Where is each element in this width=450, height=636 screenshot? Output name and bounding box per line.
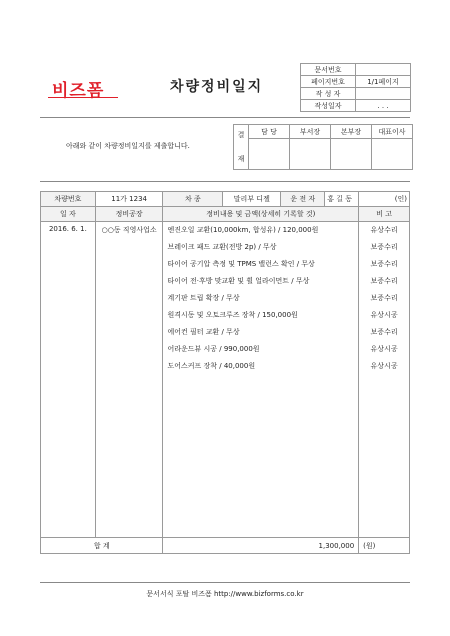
record-content-cell <box>163 222 359 538</box>
seal-mark: (인) <box>359 192 410 207</box>
meta-row <box>301 76 411 88</box>
driver-label: 운 전 자 <box>281 192 325 207</box>
meta-label: 페이지번호 <box>301 76 356 88</box>
logo-underline <box>48 97 118 98</box>
col-content: 정비내용 및 금액(상세히 기록할 것) <box>163 207 359 222</box>
list-item: 타이어 공기압 측정 및 TPMS 밸런스 확인 / 무상 <box>167 260 315 268</box>
vehicle-no-value: 11가 1234 <box>95 192 163 207</box>
remark-item: 보증수리 <box>370 277 398 285</box>
col-date: 일 자 <box>41 207 96 222</box>
total-row <box>41 538 410 554</box>
content-list <box>167 222 356 375</box>
footer-text: 문서서식 포탈 비즈폼 http://www.bizforms.co.kr <box>146 590 304 598</box>
submit-statement: 아래와 같이 차량정비일지를 제출합니다. <box>66 142 190 150</box>
meta-table <box>300 63 411 112</box>
approval-side-top: 결 <box>237 131 245 139</box>
col-shop: 정비공장 <box>95 207 163 222</box>
meta-label: 문서번호 <box>301 64 356 76</box>
record-remark-cell <box>359 222 410 538</box>
approval-header: 담 당 <box>249 125 290 139</box>
remark-item: 보증수리 <box>370 328 398 336</box>
meta-row <box>301 100 411 112</box>
list-item: 도어스커프 장착 / 40,000원 <box>167 362 256 370</box>
meta-value <box>356 64 411 76</box>
meta-label: 작성일자 <box>301 100 356 112</box>
remark-item: 보증수리 <box>370 294 398 302</box>
remark-item: 보증수리 <box>370 260 398 268</box>
list-item: 타이어 전·후방 맞교환 및 휠 얼라이먼트 / 무상 <box>167 277 310 285</box>
brand-logo: 비즈폼 <box>52 81 105 101</box>
total-unit: (원) <box>359 538 410 554</box>
approval-table <box>233 124 413 170</box>
meta-label: 작 성 자 <box>301 88 356 100</box>
record-row <box>41 222 410 538</box>
col-remark: 비 고 <box>359 207 410 222</box>
approval-header: 대표이사 <box>372 125 413 139</box>
maintenance-table <box>40 191 410 554</box>
meta-row <box>301 88 411 100</box>
vehicle-type-label: 차 종 <box>163 192 223 207</box>
remark-item: 유상수리 <box>370 226 398 234</box>
driver-value: 홍 길 동 <box>325 192 359 207</box>
meta-value: . . . <box>356 100 411 112</box>
remark-item: 유상시공 <box>370 311 398 319</box>
signature-box[interactable] <box>331 139 372 170</box>
total-label: 합 계 <box>41 538 163 554</box>
record-date: 2016. 6. 1. <box>41 222 96 538</box>
remark-item: 유상시공 <box>370 345 398 353</box>
signature-box[interactable] <box>249 139 290 170</box>
list-item: 계기판 트립 확장 / 무상 <box>167 294 240 302</box>
signature-box[interactable] <box>372 139 413 170</box>
list-item: 원격시동 및 오토크루즈 장착 / 150,000원 <box>167 311 298 319</box>
list-item: 브레이크 패드 교환(전방 2p) / 무상 <box>167 243 277 251</box>
approval-side-label <box>234 125 249 170</box>
meta-value <box>356 88 411 100</box>
footer-divider <box>40 582 410 583</box>
signature-box[interactable] <box>290 139 331 170</box>
record-shop: ○○동 직영사업소 <box>95 222 163 538</box>
approval-side-bottom: 재 <box>237 155 245 163</box>
vehicle-no-label: 차량번호 <box>41 192 96 207</box>
section-divider <box>40 181 410 182</box>
meta-value: 1/1페이지 <box>356 76 411 88</box>
approval-header: 부서장 <box>290 125 331 139</box>
remark-item: 유상시공 <box>370 362 398 370</box>
list-item: 에어컨 필터 교환 / 무상 <box>167 328 240 336</box>
approval-header: 본부장 <box>331 125 372 139</box>
column-header-row <box>41 207 410 222</box>
vehicle-type-value: 말리부 디젤 <box>223 192 281 207</box>
remark-item: 보증수리 <box>370 243 398 251</box>
total-amount: 1,300,000 <box>163 538 359 554</box>
document-title: 차량정비일지 <box>170 79 264 95</box>
list-item: 엔진오일 교환(10,000km, 합성유) / 120,000원 <box>167 226 319 234</box>
list-item: 어라운드뷰 시공 / 990,000원 <box>167 345 260 353</box>
meta-row <box>301 64 411 76</box>
vehicle-info-row <box>41 192 410 207</box>
remark-list <box>361 222 407 375</box>
header-divider <box>40 117 410 118</box>
